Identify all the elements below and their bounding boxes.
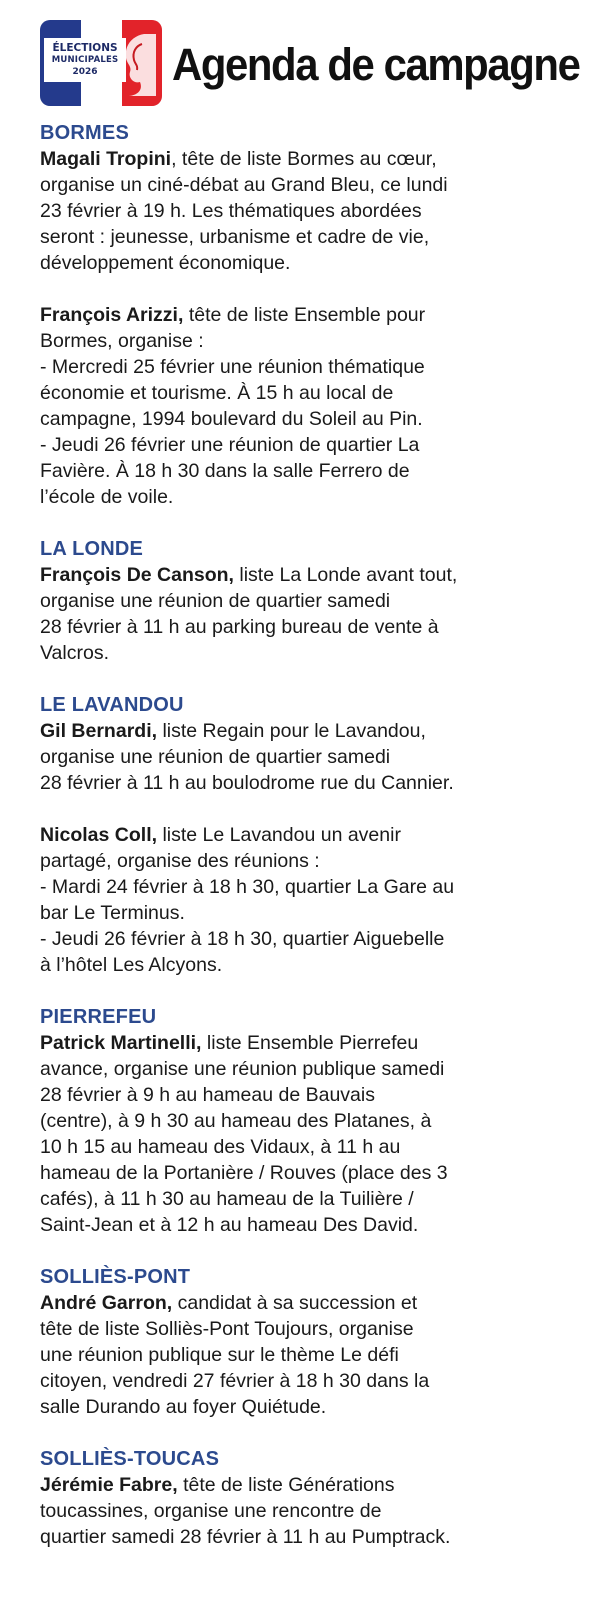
entry-text: liste Regain pour le Lavandou, [157, 720, 426, 742]
section-heading: BORMES [40, 122, 129, 144]
entry-first-line [40, 302, 570, 328]
entry-line: bar Le Terminus. [40, 902, 185, 924]
entry-text: tête de liste Générations [177, 1474, 395, 1496]
entry-line: - Mercredi 25 février une réunion thématique [40, 356, 425, 378]
candidate-name: Nicolas Coll, [40, 824, 158, 846]
section-spacer [40, 978, 570, 1004]
badge-text [44, 38, 126, 82]
entry-line: organise une réunion de quartier samedi [40, 746, 391, 768]
entry-line: organise une réunion de quartier samedi [40, 590, 391, 612]
entry-line: 10 h 15 au hameau des Vidaux, à 11 h au [40, 1136, 401, 1158]
entry-text: liste Ensemble Pierrefeu [201, 1032, 419, 1054]
entry-line: toucassines, organise une rencontre de [40, 1500, 382, 1522]
entry-text: liste La Londe avant tout, [233, 564, 458, 586]
entry-text: candidat à sa succession et [172, 1292, 418, 1314]
badge-line-1: ÉLECTIONS [52, 42, 118, 54]
agenda-entry [40, 146, 570, 276]
candidate-name: François De Canson, [40, 564, 234, 586]
entry-line: hameau de la Portanière / Rouves (place des 3 [40, 1162, 448, 1184]
agenda-entry [40, 1472, 570, 1550]
entry-first-line [40, 1030, 570, 1056]
agenda-entry [40, 822, 570, 978]
entry-line: seront : jeunesse, urbanisme et cadre de vie, [40, 226, 430, 248]
entry-line: 28 février à 11 h au parking bureau de vente à [40, 616, 439, 638]
agenda-entry [40, 302, 570, 510]
entry-line: - Jeudi 26 février à 18 h 30, quartier Aiguebelle [40, 928, 445, 950]
entry-text: tête de liste Ensemble pour [183, 304, 426, 326]
section-spacer [40, 666, 570, 692]
section-spacer [40, 1420, 570, 1446]
section-spacer [40, 510, 570, 536]
entry-first-line [40, 146, 570, 172]
entry-line: 28 février à 9 h au hameau de Bauvais [40, 1084, 375, 1106]
entry-line: tête de liste Solliès-Pont Toujours, organise [40, 1318, 414, 1340]
badge-line-3: 2026 [72, 67, 98, 77]
agenda-entry [40, 562, 570, 666]
elections-badge-logo [40, 20, 162, 106]
entry-line: Saint-Jean et à 12 h au hameau Des David. [40, 1214, 419, 1236]
page-title: Agenda de campagne [172, 39, 580, 90]
entry-line: Valcros. [40, 642, 109, 664]
entry-line: - Jeudi 26 février une réunion de quartier La [40, 434, 420, 456]
entry-line: cafés), à 11 h 30 au hameau de la Tuilière / [40, 1188, 414, 1210]
entry-line: développement économique. [40, 252, 291, 274]
agenda-entry [40, 1030, 570, 1238]
agenda-section [40, 536, 570, 666]
entry-first-line [40, 1290, 570, 1316]
agenda-entry [40, 718, 570, 796]
entry-first-line [40, 562, 570, 588]
entry-line: 23 février à 19 h. Les thématiques abordées [40, 200, 422, 222]
entry-line: l’école de voile. [40, 486, 174, 508]
candidate-name: André Garron, [40, 1292, 173, 1314]
section-heading: SOLLIÈS-PONT [40, 1266, 191, 1288]
agenda-entry [40, 1290, 570, 1420]
candidate-name: Magali Tropini [40, 148, 172, 170]
entry-first-line [40, 718, 570, 744]
candidate-name: Patrick Martinelli, [40, 1032, 202, 1054]
section-spacer [40, 1238, 570, 1264]
agenda-section [40, 1264, 570, 1420]
entry-line: Bormes, organise : [40, 330, 204, 352]
section-heading: LE LAVANDOU [40, 694, 184, 716]
entry-text: , tête de liste Bormes au cœur, [171, 148, 437, 170]
entry-spacer [40, 276, 570, 302]
candidate-name: François Arizzi, [40, 304, 184, 326]
header [40, 20, 580, 110]
entry-line: 28 février à 11 h au boulodrome rue du Cannier. [40, 772, 454, 794]
entry-line: - Mardi 24 février à 18 h 30, quartier La Gare au [40, 876, 455, 898]
entry-line: avance, organise une réunion publique samedi [40, 1058, 445, 1080]
section-heading: SOLLIÈS-TOUCAS [40, 1448, 220, 1470]
badge-line-2: MUNICIPALES [51, 55, 119, 65]
agenda-section [40, 692, 570, 978]
section-heading: PIERREFEU [40, 1006, 157, 1028]
agenda-content [40, 120, 570, 1550]
agenda-section [40, 120, 570, 510]
candidate-name: Gil Bernardi, [40, 720, 158, 742]
candidate-name: Jérémie Fabre, [40, 1474, 178, 1496]
entry-first-line [40, 1472, 570, 1498]
entry-text: liste Le Lavandou un avenir [157, 824, 401, 846]
entry-line: (centre), à 9 h 30 au hameau des Platanes, à [40, 1110, 432, 1132]
entry-line: campagne, 1994 boulevard du Soleil au Pin. [40, 408, 423, 430]
section-heading: LA LONDE [40, 538, 144, 560]
entry-line: une réunion publique sur le thème Le défi [40, 1344, 399, 1366]
agenda-section [40, 1446, 570, 1550]
entry-line: économie et tourisme. À 15 h au local de [40, 382, 394, 404]
agenda-section [40, 1004, 570, 1238]
entry-spacer [40, 796, 570, 822]
entry-line: organise un ciné-débat au Grand Bleu, ce lundi [40, 174, 448, 196]
entry-line: partagé, organise des réunions : [40, 850, 320, 872]
entry-first-line [40, 822, 570, 848]
entry-line: Favière. À 18 h 30 dans la salle Ferrero de [40, 460, 410, 482]
entry-line: citoyen, vendredi 27 février à 18 h 30 dans la [40, 1370, 430, 1392]
entry-line: quartier samedi 28 février à 11 h au Pumptrack. [40, 1526, 451, 1548]
entry-line: salle Durando au foyer Quiétude. [40, 1396, 327, 1418]
entry-line: à l’hôtel Les Alcyons. [40, 954, 223, 976]
